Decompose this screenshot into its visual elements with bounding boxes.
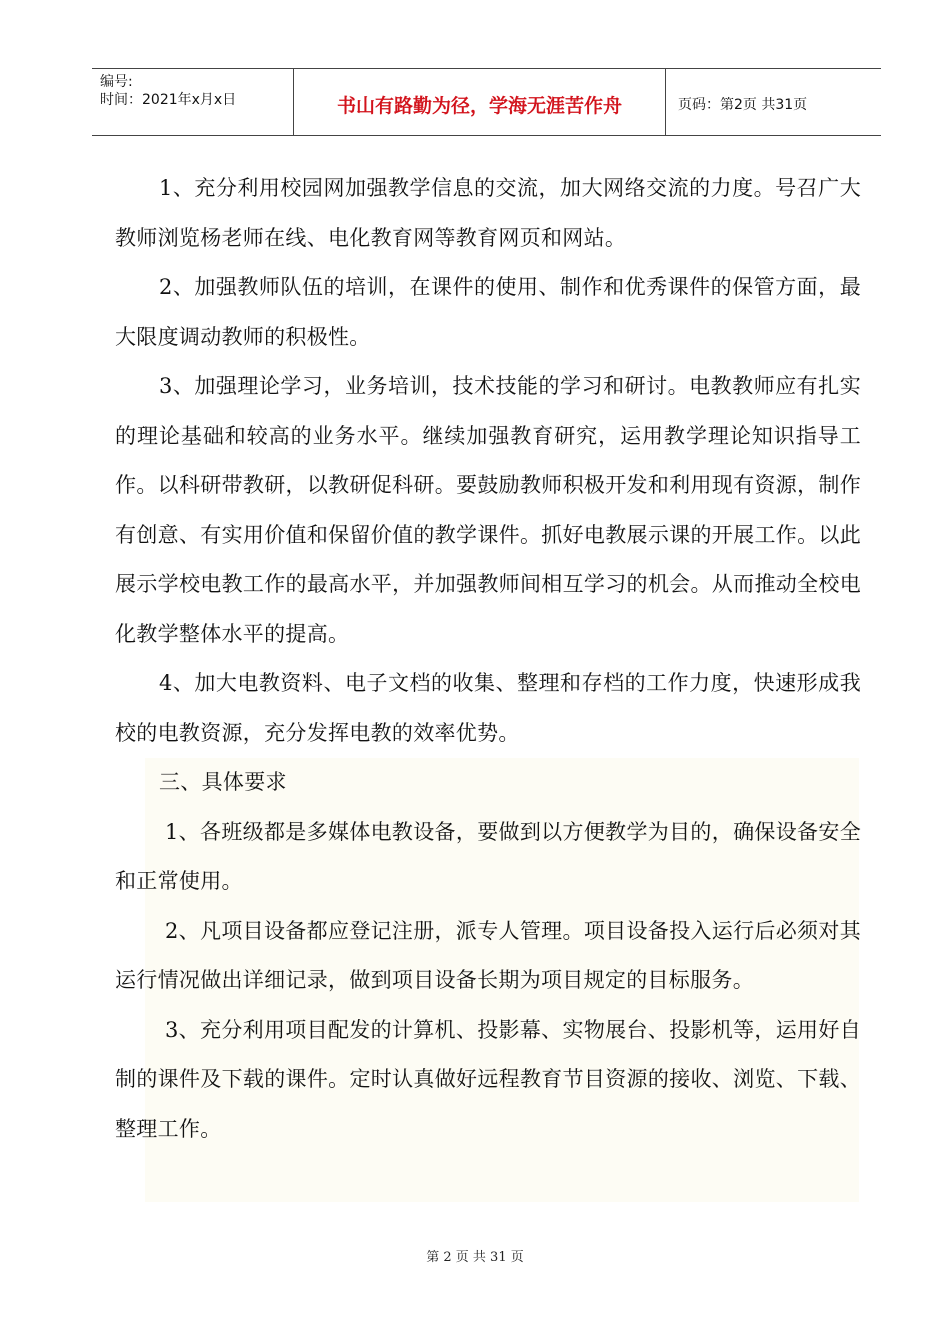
- document-body: [115, 164, 861, 1154]
- header-motto: 书山有路勤为径，学海无涯苦作舟: [336, 95, 622, 117]
- page-footer: 第 2 页 共 31 页: [426, 1250, 524, 1265]
- document-number-label: 编号:: [100, 74, 133, 90]
- paragraph-3: 3、加强理论学习，业务培训，技术技能的学习和研讨。电教教师应有扎实的理论基础和较高的业务水平。继续加强教育研究，运用教学理论知识指导工作。以科研带教研，以教研促科研。要鼓励教师积极开发和利用现有资源，制作有创意、有实用价值和保留价值的教学课件。抓好电教展示课的开展工作。以此展示学校电教工作的最高水平，并加强教师间相互学习的机会。从而推动全校电化教学整体水平的提高。: [115, 374, 861, 646]
- page-header: [92, 68, 881, 136]
- requirement-1: 1、各班级都是多媒体电教设备，要做到以方便教学为目的，确保设备安全和正常使用。: [115, 819, 861, 893]
- document-time-label: 时间：2021年x月x日: [100, 92, 237, 108]
- header-left-cell: [92, 69, 293, 135]
- header-right-cell: [666, 69, 881, 135]
- header-page-info: 页码：第2页 共31页: [678, 97, 808, 113]
- requirement-3: 3、充分利用项目配发的计算机、投影幕、实物展台、投影机等，运用好自制的课件及下载的课件。定时认真做好远程教育节目资源的接收、浏览、下载、整理工作。: [115, 1017, 861, 1141]
- paragraph-1: 1、充分利用校园网加强教学信息的交流，加大网络交流的力度。号召广大教师浏览杨老师在线、电化教育网等教育网页和网站。: [115, 176, 861, 250]
- paragraph-2: 2、加强教师队伍的培训，在课件的使用、制作和优秀课件的保管方面，最大限度调动教师的积极性。: [115, 275, 861, 349]
- header-motto-cell: [293, 69, 666, 135]
- requirement-2: 2、凡项目设备都应登记注册，派专人管理。项目设备投入运行后必须对其运行情况做出详细记录，做到项目设备长期为项目规定的目标服务。: [115, 918, 861, 992]
- paragraph-4: 4、加大电教资料、电子文档的收集、整理和存档的工作力度，快速形成我校的电教资源，充分发挥电教的效率优势。: [115, 671, 861, 745]
- section-heading: 三、具体要求: [159, 770, 287, 794]
